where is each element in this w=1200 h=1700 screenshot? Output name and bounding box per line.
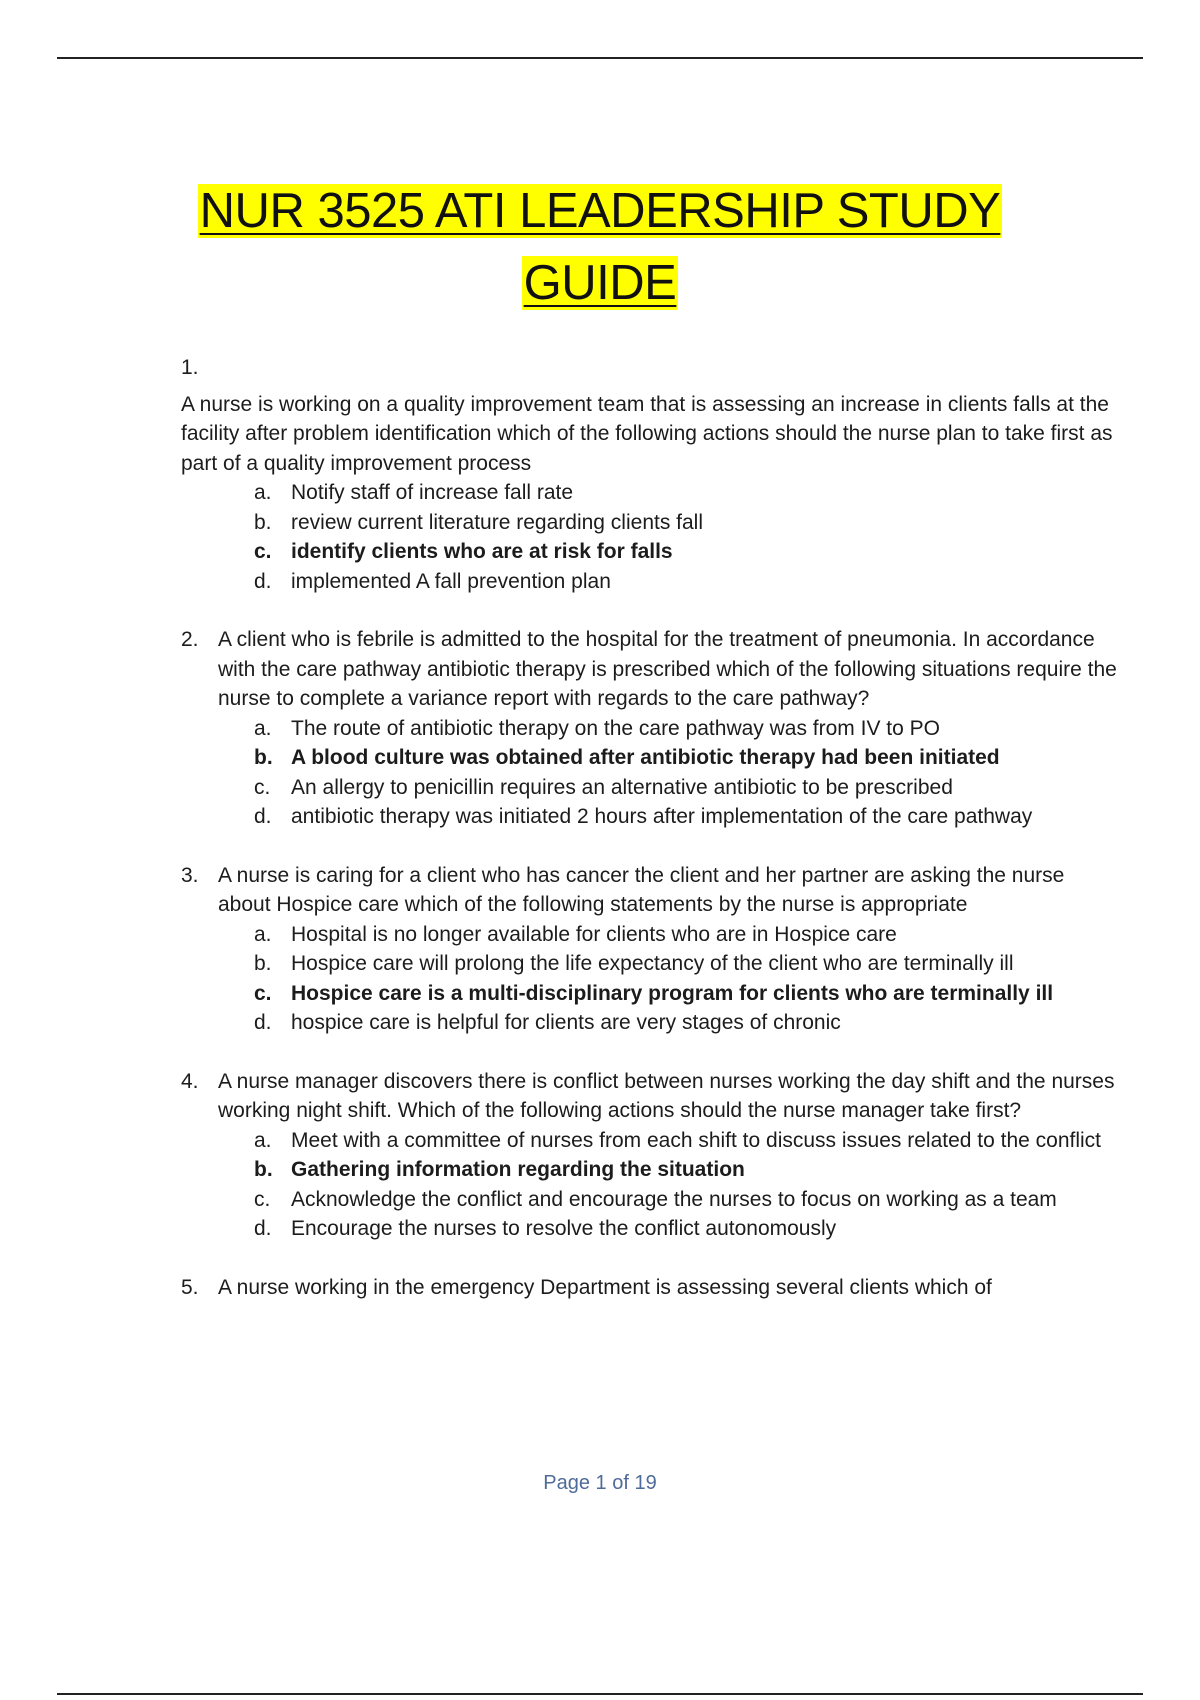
- option-text: hospice care is helpful for clients are very stages of chronic: [291, 1011, 841, 1034]
- option-c: [181, 1185, 1121, 1215]
- option-text: Meet with a committee of nurses from each shift to discuss issues related to the conflict: [291, 1128, 1102, 1152]
- option-letter: b.: [254, 746, 273, 769]
- option-letter: a.: [254, 716, 272, 740]
- option-text: Hospital is no longer available for clients who are in Hospice care: [291, 922, 897, 946]
- option-text: A blood culture was obtained after antibiotic therapy had been initiated: [291, 746, 1000, 769]
- footer-rule: [57, 1693, 1143, 1695]
- header-rule: [57, 57, 1143, 59]
- option-text: antibiotic therapy was initiated 2 hours after implementation of the care pathway: [291, 805, 1033, 828]
- option-d: [181, 1214, 1121, 1244]
- option-c: [181, 773, 1121, 803]
- option-text: identify clients who are at risk for falls: [291, 540, 673, 563]
- option-letter: c.: [254, 775, 271, 799]
- question-number: 2.: [181, 628, 199, 651]
- option-letter: d.: [254, 805, 272, 828]
- question-2: [181, 625, 1121, 832]
- option-letter: b.: [254, 510, 272, 534]
- option-text: implemented A fall prevention plan: [291, 569, 611, 593]
- option-b: [181, 949, 1121, 979]
- option-d: [181, 567, 1121, 597]
- question-3: [181, 861, 1121, 1038]
- option-d: [181, 802, 1121, 832]
- question-number: 1.: [181, 356, 199, 379]
- option-letter: d.: [254, 1011, 272, 1034]
- option-text: Gathering information regarding the situation: [291, 1158, 745, 1181]
- title-line-2: GUIDE: [523, 256, 677, 310]
- option-b-correct: [181, 743, 1121, 773]
- option-a: [181, 714, 1121, 744]
- option-c-correct: [181, 979, 1121, 1009]
- option-letter: a.: [254, 1128, 272, 1152]
- option-d: [181, 1008, 1121, 1038]
- question-text: A nurse is caring for a client who has cancer the client and her partner are asking the nurse about Hospice care which of the following statements by the nurse is appropriate: [218, 863, 1065, 916]
- option-list: [181, 1126, 1121, 1244]
- option-b: [181, 508, 1121, 538]
- option-letter: a.: [254, 922, 272, 946]
- option-text: Encourage the nurses to resolve the conflict autonomously: [291, 1217, 837, 1240]
- question-text: A client who is febrile is admitted to the hospital for the treatment of pneumonia. In accordance with the care pathway antibiotic therapy is prescribed which of the following situations require the nurse to complete a variance report with regards to the care pathway?: [218, 628, 1117, 710]
- option-letter: c.: [254, 540, 272, 563]
- option-letter: a.: [254, 481, 272, 504]
- option-a: [181, 920, 1121, 950]
- option-list: [181, 714, 1121, 832]
- title-line-1: NUR 3525 ATI LEADERSHIP STUDY: [199, 184, 1001, 238]
- question-list: [181, 353, 1121, 1302]
- option-text: Notify staff of increase fall rate: [291, 481, 574, 504]
- page-number: Page 1 of 19: [543, 1472, 657, 1494]
- option-list: [181, 920, 1121, 1038]
- option-letter: b.: [254, 952, 272, 975]
- question-4: [181, 1067, 1121, 1244]
- question-text: A nurse manager discovers there is conflict between nurses working the day shift and the nurses working night shift. Which of the following actions should the nurse manager take first?: [218, 1069, 1115, 1122]
- option-c-correct: [181, 537, 1121, 567]
- option-b-correct: [181, 1155, 1121, 1185]
- question-text: A nurse working in the emergency Department is assessing several clients which of: [218, 1275, 992, 1299]
- option-text: review current literature regarding clients fall: [291, 510, 704, 534]
- option-letter: d.: [254, 1217, 272, 1240]
- option-text: The route of antibiotic therapy on the care pathway was from IV to PO: [291, 716, 941, 740]
- option-letter: b.: [254, 1158, 273, 1181]
- question-5: [181, 1273, 1121, 1303]
- question-number: 5.: [181, 1275, 199, 1299]
- option-text: Acknowledge the conflict and encourage the nurses to focus on working as a team: [291, 1187, 1057, 1211]
- question-number: 3.: [181, 863, 199, 887]
- page-title: [0, 175, 1200, 319]
- option-a: [181, 1126, 1121, 1156]
- question-1: [181, 353, 1121, 596]
- question-number: 4.: [181, 1069, 199, 1093]
- option-letter: d.: [254, 569, 272, 593]
- option-list: [181, 478, 1121, 596]
- option-text: An allergy to penicillin requires an alternative antibiotic to be prescribed: [291, 775, 953, 799]
- option-a: [181, 478, 1121, 508]
- option-text: Hospice care is a multi-disciplinary program for clients who are terminally ill: [291, 981, 1054, 1005]
- question-text: A nurse is working on a quality improvement team that is assessing an increase in clients falls at the facility after problem identification which of the following actions should the nurse plan to take first as part of a quality improvement process: [181, 392, 1113, 475]
- option-text: Hospice care will prolong the life expectancy of the client who are terminally ill: [291, 952, 1014, 975]
- option-letter: c.: [254, 1187, 271, 1211]
- option-letter: c.: [254, 981, 272, 1005]
